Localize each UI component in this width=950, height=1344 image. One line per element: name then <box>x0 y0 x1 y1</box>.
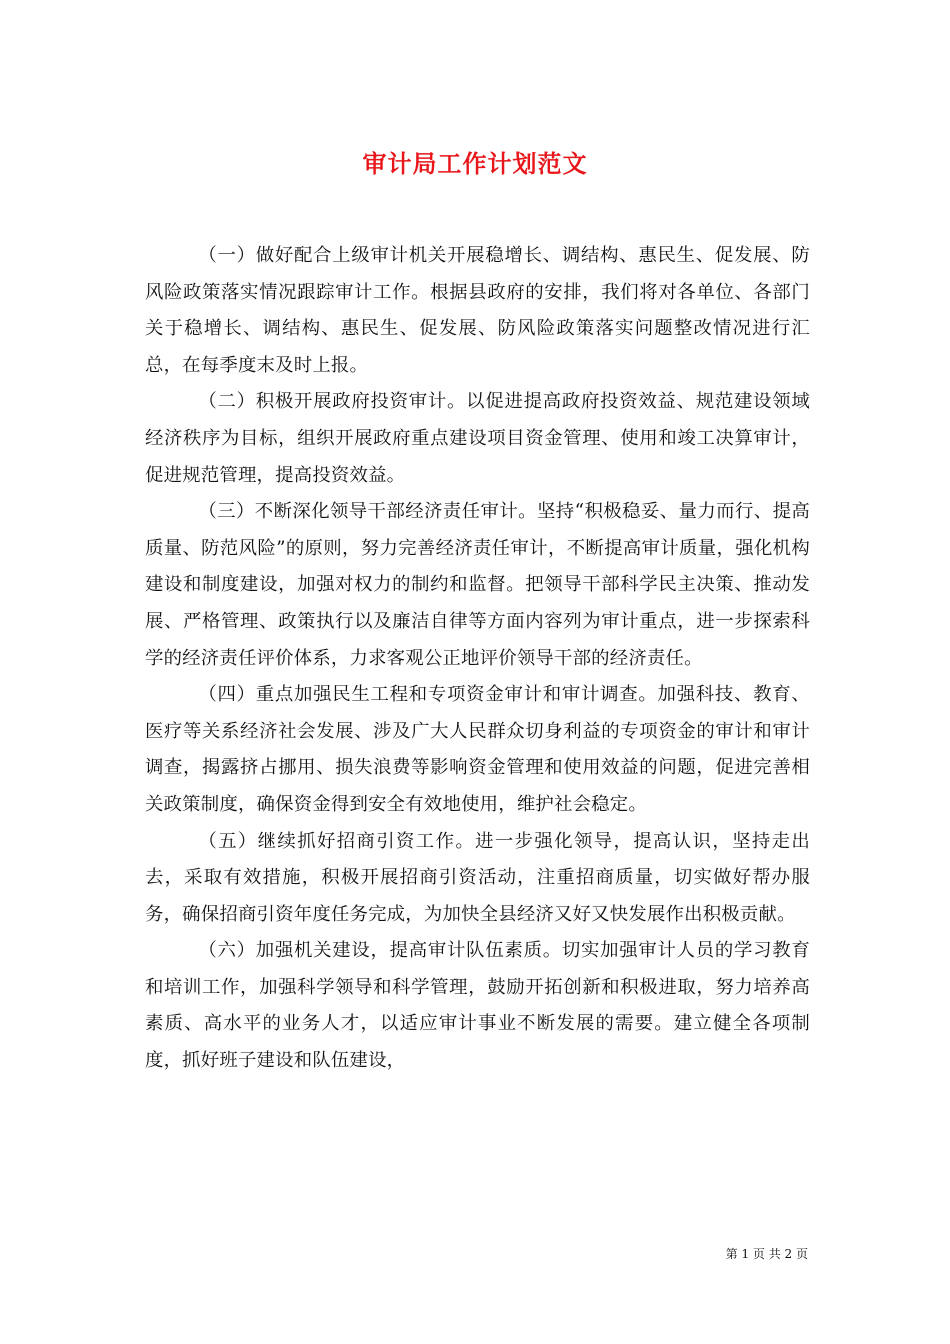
document-title: 审计局工作计划范文 <box>362 149 588 179</box>
paragraph-1: （一）做好配合上级审计机关开展稳增长、调结构、惠民生、促发展、防风险政策落实情况跟踪审计工作。根据县政府的安排，我们将对各单位、各部门关于稳增长、调结构、惠民生、促发展、防风险政策落实问题整改情况进行汇总，在每季度末及时上报。 <box>145 245 810 376</box>
paragraph-5: （五）继续抓好招商引资工作。进一步强化领导，提高认识，坚持走出去，采取有效措施，积极开展招商引资活动，注重招商质量，切实做好帮办服务，确保招商引资年度任务完成，为加快全县经济又好又快发展作出积极贡献。 <box>145 830 810 925</box>
paragraph-3: （三）不断深化领导干部经济责任审计。坚持“积极稳妥、量力而行、提高质量、防范风险”的原则，努力完善经济责任审计，不断提高审计质量，强化机构建设和制度建设，加强对权力的制约和监督。把领导干部科学民主决策、推动发展、严格管理、政策执行以及廉洁自律等方面内容列为审计重点，进一步探索科学的经济责任评价体系，力求客观公正地评价领导干部的经济责任。 <box>145 501 810 669</box>
paragraph-6: （六）加强机关建设，提高审计队伍素质。切实加强审计人员的学习教育和培训工作，加强科学领导和科学管理，鼓励开拓创新和积极进取，努力培养高素质、高水平的业务人才，以适应审计事业不断发展的需要。建立健全各项制度，抓好班子建设和队伍建设， <box>145 940 810 1072</box>
paragraph-4: （四）重点加强民生工程和专项资金审计和审计调查。加强科技、教育、医疗等关系经济社会发展、涉及广大人民群众切身利益的专项资金的审计和审计调查，揭露挤占挪用、损失浪费等影响资金管理和使用效益的问题，促进完善相关政策制度，确保资金得到安全有效地使用，维护社会稳定。 <box>145 684 810 815</box>
page-number: 第 1 页 共 2 页 <box>725 1247 808 1261</box>
document-body <box>145 238 810 1080</box>
paragraph-2: （二）积极开展政府投资审计。以促进提高政府投资效益、规范建设领域经济秩序为目标，组织开展政府重点建设项目资金管理、使用和竣工决算审计，促进规范管理，提高投资效益。 <box>145 391 810 486</box>
